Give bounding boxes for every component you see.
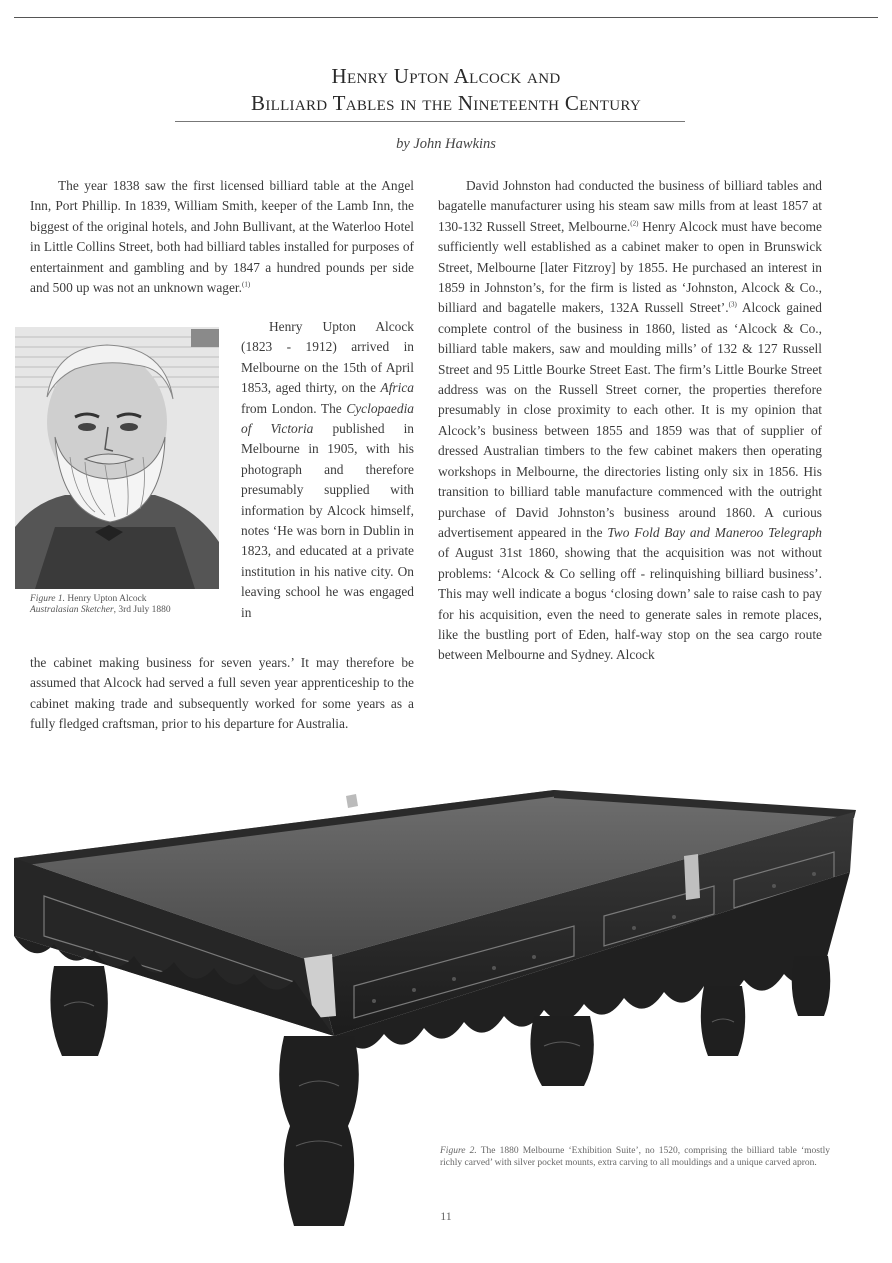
figure-1-label: Figure 1. <box>30 594 66 604</box>
cyclopaedia-title: Cyclopaedia of Victoria <box>241 400 414 437</box>
title-rule <box>175 121 685 122</box>
right-text-d: of August 31st 1860, showing that the acquisition was not without problems: ‘Alcock & Co selling off - relinquishing billiard business’. This may well indicate a bogus ‘closing down’ sale to raise cash to pay for his acquisition, even the need to generate sales in remote places, like the bustling port of Eden, half-way stop on the sea cargo route between Melbourne and Sydney. Alcock <box>438 545 822 663</box>
para2-text-c: published in Melbourne in 1905, with his photograph and therefore presumably supplied with information by Alcock himself, notes ‘He was born in Dublin in 1823, and educated at a private institution in his native city. On leaving school he was engaged in <box>241 421 414 620</box>
figure-1-date: , 3rd July 1880 <box>113 605 171 615</box>
ship-name: Africa <box>380 380 414 396</box>
top-rule <box>14 17 878 18</box>
right-column <box>438 176 822 666</box>
left-column-paragraph-1 <box>30 176 414 298</box>
figure-1-caption <box>30 594 230 616</box>
right-text-c: Alcock gained complete control of the business in 1860, listed as ‘Alcock & Co., billiard table makers, saw and moulding mills’ of 132 & 127 Russell Street and 95 Little Bourke Street East. The firm’s Little Bourke Street address was on the Russell Street corner, the properties therefore presumably in close proximity to each other. It is my opinion that Alcock’s business between 1855 and 1859 was that of supplier of dressed Australian timbers to the few cabinet makers then operating workshops in Melbourne, the directories listing only six in 1856. His transition to billiard table manufacture commenced with the outright purchase of David Johnston’s business around 1860. A curious advertisement appeared in the <box>438 300 822 540</box>
left-column-paragraph-2 <box>241 317 414 623</box>
portrait-figure <box>15 327 219 589</box>
figure-2-text: The 1880 Melbourne ‘Exhibition Suite’, no 1520, comprising the billiard table ‘mostly richly carved’ with silver pocket mounts, extra carving to all mouldings and a unique carved apron. <box>440 1146 830 1168</box>
footnote-ref-1: (1) <box>241 280 251 289</box>
article-title <box>0 63 892 117</box>
right-text-b: Henry Alcock must have become sufficiently well established as a cabinet maker to open in Brunswick Street, Melbourne [later Fitzroy] by 1855. He purchased an interest in 1859 in Johnston’s, for the firm is listed as ‘Johnston, Alcock & Co., billiard and bagatelle makers, 132A Russell Street’. <box>438 218 823 316</box>
portrait-engraving <box>15 327 219 589</box>
para2-text-a: Henry Upton Alcock (1823 - 1912) arrived in Melbourne on the 15th of April 1853, aged thirty, on the <box>241 319 414 396</box>
title-line-1: Henry Upton Alcock and <box>331 64 561 88</box>
figure-2-caption <box>440 1146 830 1169</box>
newspaper-title: Two Fold Bay and Maneroo Telegraph <box>607 524 822 540</box>
figure-1-source: Australasian Sketcher <box>30 605 114 615</box>
para2-text-end: the cabinet making business for seven years.’ It may therefore be assumed that Alcock had served a full seven year apprenticeship to the cabinet making trade and subsequently worked for some years as a fully fledged craftsman, prior to his departure for Australia. <box>30 655 414 732</box>
byline: by John Hawkins <box>396 136 496 152</box>
figure-1-text: Henry Upton Alcock <box>65 594 147 604</box>
page-number: 11 <box>440 1209 452 1223</box>
left-column-paragraph-2-continued <box>30 653 414 735</box>
para2-text-b: from London. The <box>241 400 347 416</box>
figure-2-label: Figure 2. <box>440 1146 477 1156</box>
para1-text: The year 1838 saw the first licensed billiard table at the Angel Inn, Port Phillip. In 1839, William Smith, keeper of the Lamb Inn, the biggest of the original hotels, and John Bullivant, at the Waterloo Hotel in Little Collins Street, both had billiard tables installed for purposes of entertainment and gambling and by 1847 a hundred pounds per side and 500 up was not an unknown wager. <box>30 178 414 296</box>
right-text-a: David Johnston had conducted the business of billiard tables and bagatelle manufacturer using his steam saw mills from at least 1857 at 130-132 Russell Street, Melbourne. <box>438 178 822 234</box>
footnote-ref-2: (2) <box>630 219 639 228</box>
title-line-2: Billiard Tables in the Nineteenth Century <box>251 91 641 115</box>
footnote-ref-3: (3) <box>728 300 737 309</box>
